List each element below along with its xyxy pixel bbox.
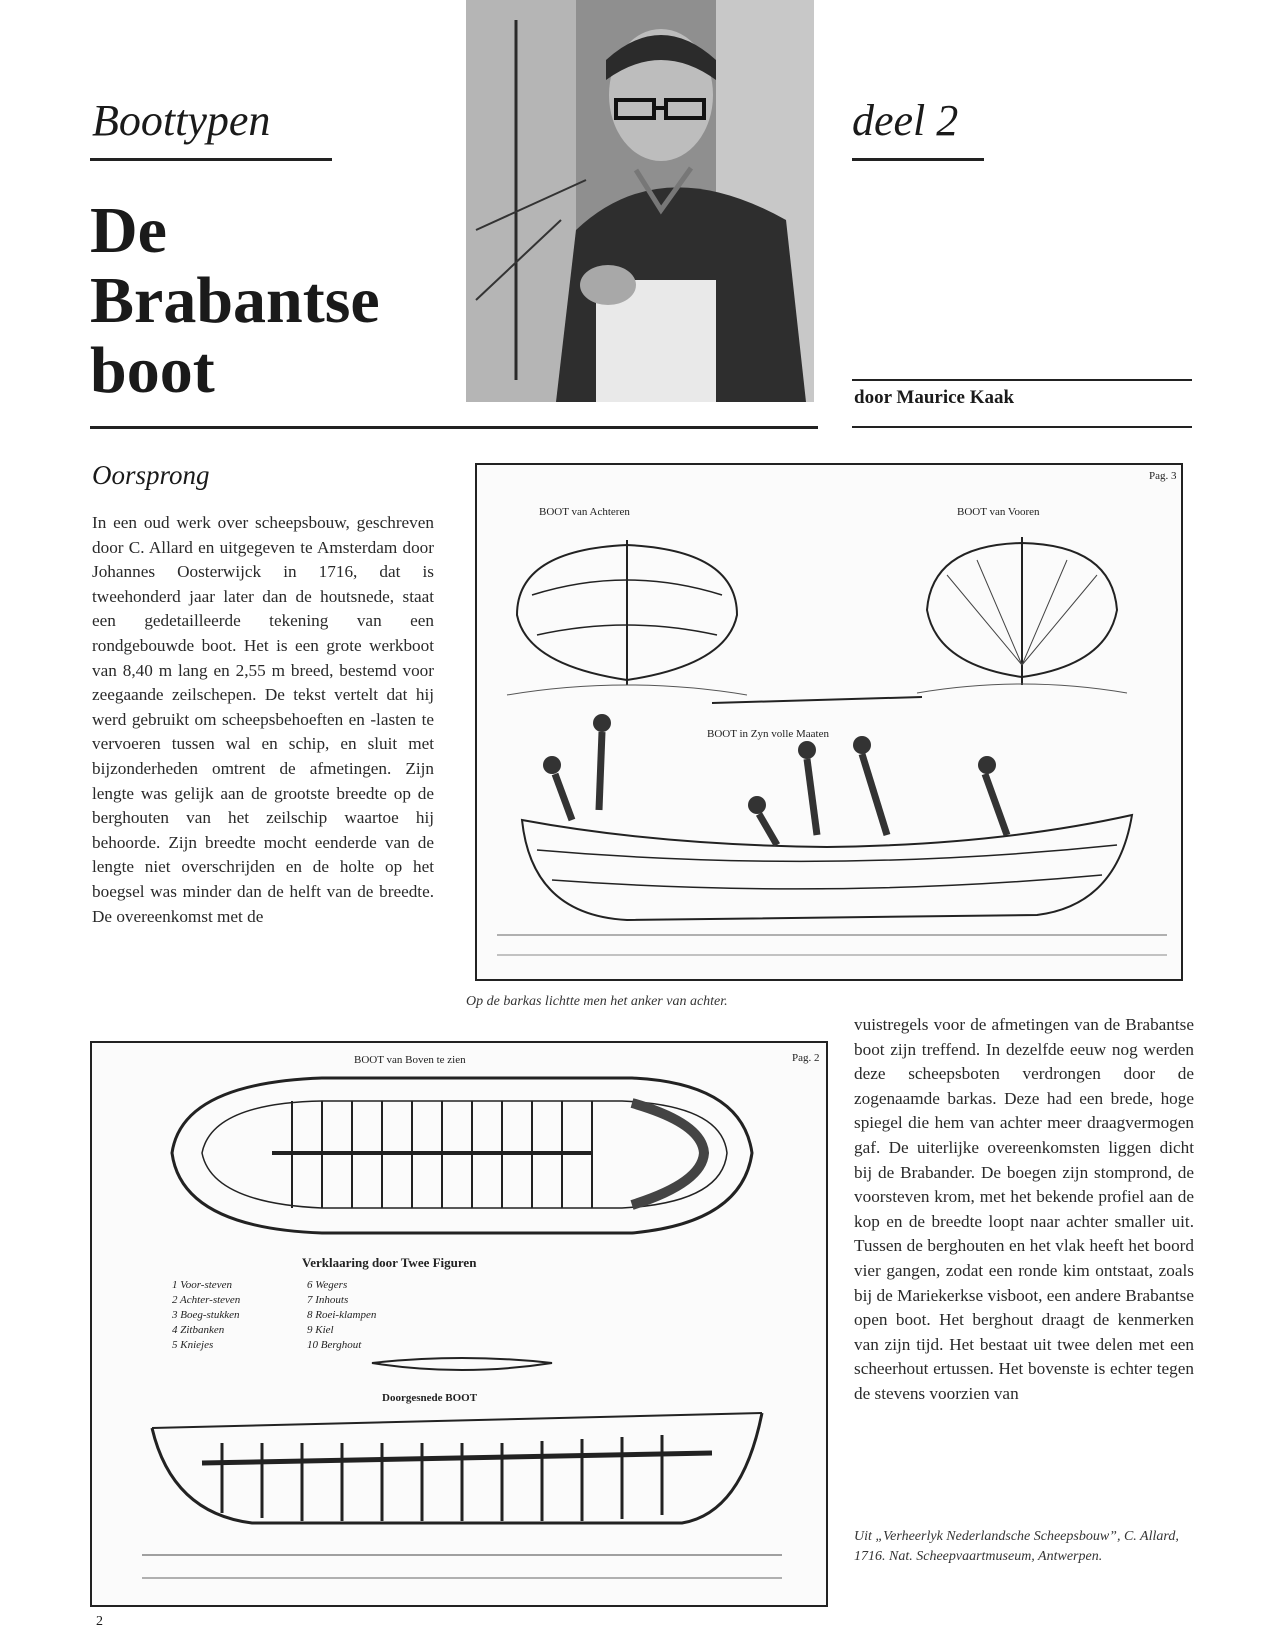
part-underline xyxy=(852,158,984,161)
article-title xyxy=(90,196,470,406)
byline: door Maurice Kaak xyxy=(854,387,1015,408)
fig2-legend-title: Verklaaring door Twee Figuren xyxy=(302,1255,477,1270)
title-line-2: Brabantse xyxy=(90,264,380,337)
boat-side-view xyxy=(497,714,1167,955)
legend-item: 1 Voor-steven xyxy=(172,1279,232,1291)
byline-bottom-rule xyxy=(852,426,1192,428)
rudder-sketch xyxy=(372,1358,552,1370)
title-line-1: De xyxy=(90,194,167,267)
boat-stern-view xyxy=(507,540,747,695)
legend-item: 5 Kniejes xyxy=(172,1339,214,1351)
body-column-1: In een oud werk over scheepsbouw, geschreven door C. Allard en uitgegeven te Amsterdam door Johannes Oosterwijck in 1716, dat is tweehonderd jaar later dan de houtsnede, staat een gedetailleerde tekening van een rondgebouwde boot. Het is een grote werkboot van 8,40 m lang en 2,55 m breed, bestemd voor zeegaande zeilschepen. De tekst vertelt dat hij werd gebruikt om scheepsbehoeften en -lasten te vervoeren tussen wal en schip, en sluit met bijzonderheden omtrent de afmetingen. Zijn lengte was gelijk aan de grootste breedte op de berghouten van het zeilschip waartoe hij behoorde. Zijn breedte mocht eenderde van de lengte niet overschrijden en de holte op het boegsel was minder dan de helft van de breedte. De overeenkomst met de xyxy=(92,513,434,926)
fig2-legend xyxy=(171,1279,377,1351)
figure-boat-elevations xyxy=(475,463,1183,981)
series-underline xyxy=(90,158,332,161)
legend-item: 6 Wegers xyxy=(307,1279,348,1291)
fig1-plate-number: Pag. 3 xyxy=(1149,470,1177,482)
engraving-boat-plan xyxy=(92,1043,826,1605)
engraving-boat-elevations xyxy=(477,465,1181,979)
fig2-top-label: BOOT van Boven te zien xyxy=(354,1054,466,1066)
series-title: Boottypen xyxy=(92,96,271,145)
part-label: deel 2 xyxy=(852,96,959,145)
oar-scale xyxy=(712,697,922,703)
body-column-2: vuistregels voor de afmetingen van de Brabantse boot zijn treffend. In dezelfde eeuw nog werden deze scheepsboten verdrongen door de zogenaamde barkas. Deze had een brede, hoge spiegel die hem van achter meer draagvermogen gaf. De uiterlijke overeenkomsten liggen dicht bij de Brabander. De boegen zijn stomprond, de voorsteven krom, met het bekende profiel aan de kop en de breedte loopt naar achter smaller uit. Tussen de berghouten en het vlak heeft het boord vier gangen, zodat een ronde kim ontstaat, zoals bij de Mariekerkse visboot, een andere Brabantse open boot. Het berghout draagt de kenmerken van zijn tijd. Het bestaat uit twee delen met een scheerhout ertussen. Het bovenste is echter tegen de stevens voorzien van xyxy=(854,1015,1194,1403)
title-line-3: boot xyxy=(90,334,215,407)
legend-item: 9 Kiel xyxy=(307,1324,334,1336)
section-heading: Oorsprong xyxy=(92,460,210,490)
legend-item: 10 Berghout xyxy=(307,1339,362,1351)
fig1-left-label: BOOT van Achteren xyxy=(539,506,630,518)
legend-item: 3 Boeg-stukken xyxy=(172,1309,240,1321)
boat-plan-view xyxy=(172,1078,752,1233)
page-number: 2 xyxy=(96,1614,103,1629)
fig2-bottom-label: Doorgesnede BOOT xyxy=(382,1392,478,1404)
legend-item: 8 Roei-klampen xyxy=(307,1309,377,1321)
author-photo xyxy=(466,0,814,402)
author-photo-illustration xyxy=(466,0,814,402)
caption-figure-1: Op de barkas lichtte men het anker van achter. xyxy=(466,994,728,1009)
boat-section-view xyxy=(142,1413,782,1578)
fig1-right-label: BOOT van Vooren xyxy=(957,506,1040,518)
fig1-mid-label: BOOT in Zyn volle Maaten xyxy=(707,728,829,740)
byline-top-rule xyxy=(852,379,1192,381)
legend-item: 4 Zitbanken xyxy=(172,1324,225,1336)
fig2-plate-number: Pag. 2 xyxy=(792,1052,820,1064)
legend-item: 2 Achter-steven xyxy=(172,1294,241,1306)
legend-item: 7 Inhouts xyxy=(307,1294,349,1306)
boat-bow-view xyxy=(917,537,1127,693)
caption-figure-2: Uit „Verheerlyk Nederlandsche Scheepsbouw”, C. Allard, 1716. Nat. Scheepvaartmuseum, Antwerpen. xyxy=(854,1529,1179,1564)
figure-boat-plan xyxy=(90,1041,828,1607)
header-divider xyxy=(90,426,818,429)
